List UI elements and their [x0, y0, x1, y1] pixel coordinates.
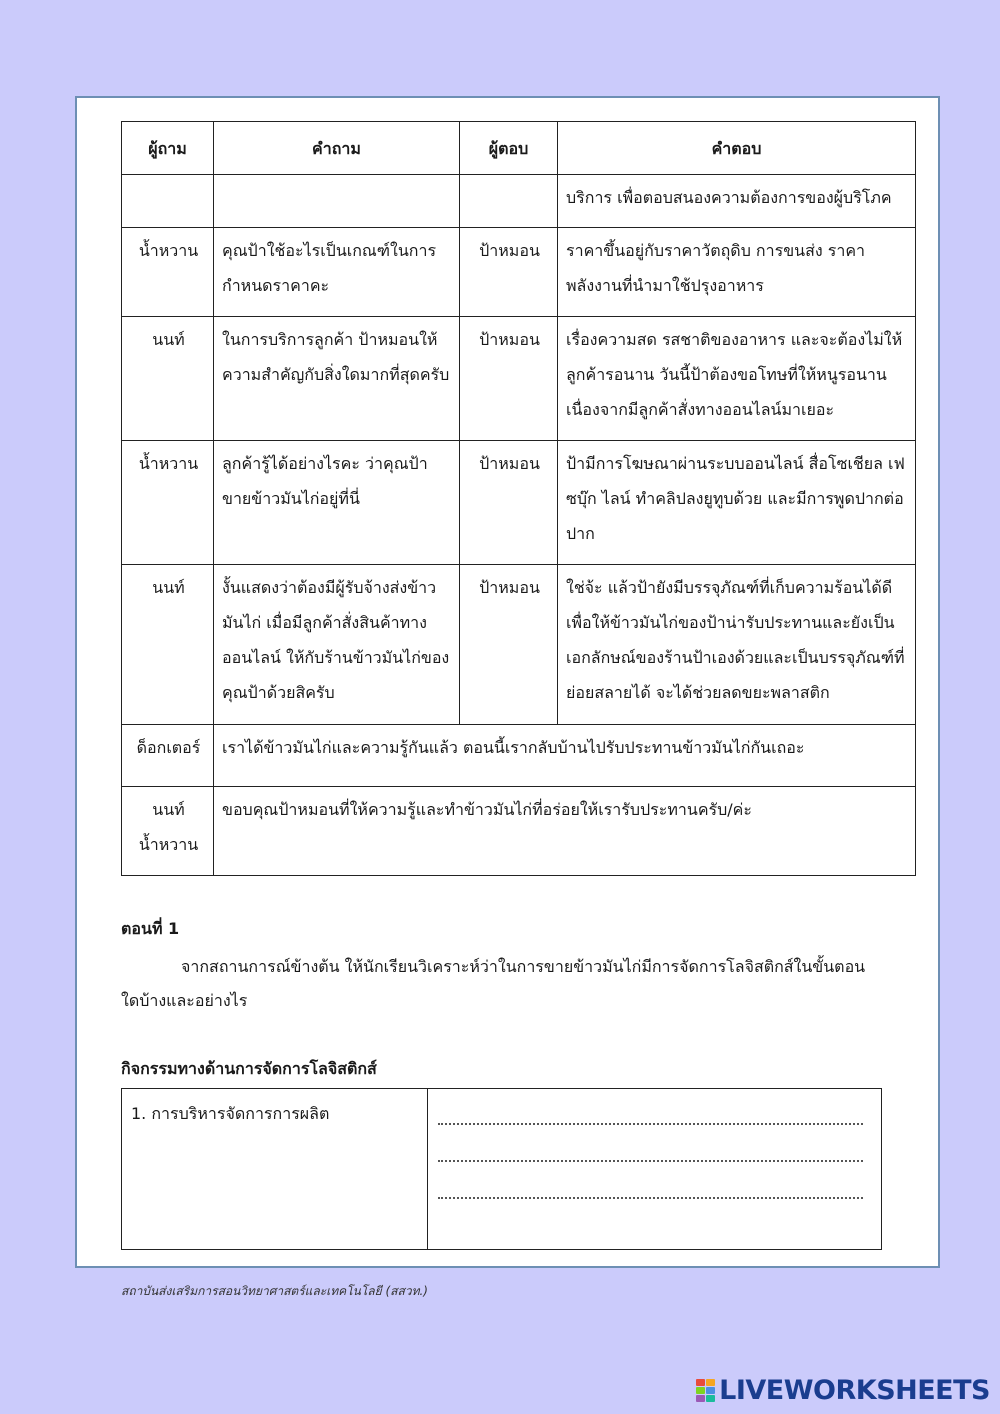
responder-cell	[460, 175, 558, 228]
answer-line-2[interactable]	[438, 1140, 863, 1162]
asker-cell: ด็อกเตอร์	[122, 725, 214, 787]
activity-item-label: 1. การบริหารจัดการการผลิต	[122, 1089, 428, 1250]
responder-cell: ป้าหมอน	[460, 228, 558, 317]
table-row	[122, 441, 916, 565]
table-row	[122, 175, 916, 228]
table-row	[122, 317, 916, 441]
question-cell: ลูกค้ารู้ได้อย่างไรคะ ว่าคุณป้าขายข้าวมันไก่อยู่ที่นี่	[214, 441, 460, 565]
column-header-responder: ผู้ตอบ	[460, 122, 558, 175]
liveworksheets-logo	[696, 1374, 990, 1406]
answer-area	[428, 1089, 882, 1250]
activity-table	[121, 1088, 882, 1250]
question-cell: คุณป้าใช้อะไรเป็นเกณฑ์ในการกำหนดราคาคะ	[214, 228, 460, 317]
answer-cell: ใช่จ้ะ แล้วป้ายังมีบรรจุภัณฑ์ที่เก็บความร้อนได้ดี เพื่อให้ข้าวมันไก่ของป้าน่ารับประทานและยังเป็นเอกลักษณ์ของร้านป้าเองด้วยและเป็นบรรจุภัณฑ์ที่ย่อยสลายได้ จะได้ช่วยลดขยะพลาสติก	[558, 565, 916, 725]
closing-text-cell: เราได้ข้าวมันไก่และความรู้กันแล้ว ตอนนี้เรากลับบ้านไปรับประทานข้าวมันไก่กันเถอะ	[214, 725, 916, 787]
table-header-row	[122, 122, 916, 175]
responder-cell: ป้าหมอน	[460, 565, 558, 725]
institution-credit: สถาบันส่งเสริมการสอนวิทยาศาสตร์และเทคโนโลยี (สสวท.)	[121, 1284, 428, 1298]
asker-name: นนท์	[152, 800, 185, 819]
answer-cell: บริการ เพื่อตอบสนองความต้องการของผู้บริโภค	[558, 175, 916, 228]
section-title: ตอนที่ 1	[121, 919, 180, 938]
section-instructions: จากสถานการณ์ข้างต้น ให้นักเรียนวิเคราะห์ว่าในการขายข้าวมันไก่มีการจัดการโลจิสติกส์ในขั้นตอนใดบ้างและอย่างไร	[121, 957, 866, 1010]
table-row	[122, 565, 916, 725]
answer-cell: ป้ามีการโฆษณาผ่านระบบออนไลน์ สื่อโซเชียล เฟซบุ๊ก ไลน์ ทำคลิปลงยูทูบด้วย และมีการพูดปากต่อปาก	[558, 441, 916, 565]
table-row	[122, 725, 916, 787]
table-row	[122, 228, 916, 317]
table-row	[122, 787, 916, 876]
answer-line-3[interactable]	[438, 1177, 863, 1199]
asker-cell: นนท์	[122, 565, 214, 725]
question-cell: งั้นแสดงว่าต้องมีผู้รับจ้างส่งข้าวมันไก่ เมื่อมีลูกค้าสั่งสินค้าทางออนไลน์ ให้กับร้านข้าวมันไก่ของคุณป้าด้วยสิครับ	[214, 565, 460, 725]
column-header-answer: คำตอบ	[558, 122, 916, 175]
responder-cell: ป้าหมอน	[460, 317, 558, 441]
answer-cell: ราคาขึ้นอยู่กับราคาวัตถุดิบ การขนส่ง ราคาพลังงานที่นำมาใช้ปรุงอาหาร	[558, 228, 916, 317]
asker-cell: น้ำหวาน	[122, 228, 214, 317]
asker-cell	[122, 175, 214, 228]
answer-line-1[interactable]	[438, 1103, 863, 1125]
liveworksheets-icon	[696, 1379, 715, 1402]
activity-row	[122, 1089, 882, 1250]
asker-cell: นนท์	[122, 317, 214, 441]
asker-name: น้ำหวาน	[138, 835, 199, 854]
column-header-asker: ผู้ถาม	[122, 122, 214, 175]
dialog-table	[121, 121, 916, 876]
activity-title: กิจกรรมทางด้านการจัดการโลจิสติกส์	[121, 1059, 377, 1078]
question-cell: ในการบริการลูกค้า ป้าหมอนให้ความสำคัญกับสิ่งใดมากที่สุดครับ	[214, 317, 460, 441]
question-cell	[214, 175, 460, 228]
asker-cell	[122, 787, 214, 876]
responder-cell: ป้าหมอน	[460, 441, 558, 565]
asker-cell: น้ำหวาน	[122, 441, 214, 565]
brand-name: LIVEWORKSHEETS	[719, 1374, 990, 1406]
column-header-question: คำถาม	[214, 122, 460, 175]
answer-cell: เรื่องความสด รสชาติของอาหาร และจะต้องไม่ให้ลูกค้ารอนาน วันนี้ป้าต้องขอโทษที่ให้หนูรอนาน เนื่องจากมีลูกค้าสั่งทางออนไลน์มาเยอะ	[558, 317, 916, 441]
closing-text-cell: ขอบคุณป้าหมอนที่ให้ความรู้และทำข้าวมันไก่ที่อร่อยให้เรารับประทานครับ/ค่ะ	[214, 787, 916, 876]
